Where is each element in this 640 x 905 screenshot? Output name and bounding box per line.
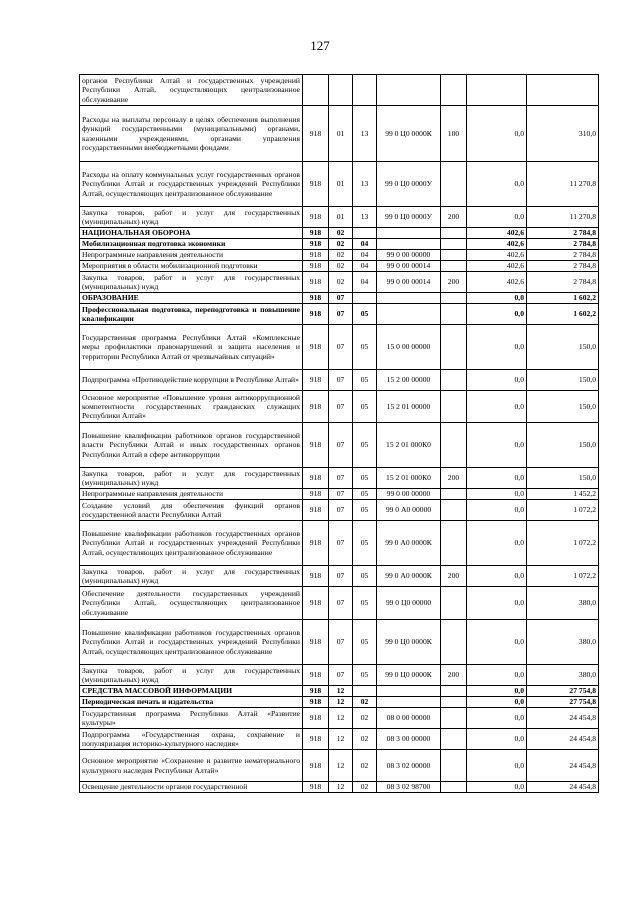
target-article-cell: 99 0 Ц0 0000К [377,106,441,162]
section-code-cell: 12 [329,708,353,729]
expense-type-cell [441,686,467,697]
row-name-cell: Расходы на выплаты персоналу в целях обеспечения выполнения функций государственными (муниципальными) органами, казенными учреждениями, органами управления государственными внебюджетными фондами [80,106,303,162]
expense-type-cell [441,587,467,620]
target-article-cell: 99 0 00 00014 [377,272,441,293]
section-code-cell: 07 [329,423,353,468]
section-code-cell: 07 [329,325,353,370]
ministry-code-cell: 918 [303,370,329,391]
ministry-code-cell [303,75,329,106]
subsection-code-cell: 04 [353,261,377,272]
expense-type-cell [441,325,467,370]
target-article-cell: 08 3 02 98700 [377,782,441,793]
table-row [80,304,599,325]
target-article-cell: 99 0 Ц0 0000У [377,207,441,228]
expense-type-cell: 200 [441,468,467,489]
subsection-code-cell [353,75,377,106]
table-row [80,686,599,697]
row-name-cell: ОБРАЗОВАНИЕ [80,293,303,304]
amount-1-cell: 0,0 [467,468,527,489]
table-row [80,228,599,239]
target-article-cell: 15 0 00 00000 [377,325,441,370]
expense-type-cell [441,250,467,261]
target-article-cell [377,75,441,106]
amount-2-cell: 150,0 [527,370,599,391]
ministry-code-cell: 918 [303,250,329,261]
expense-type-cell [441,708,467,729]
amount-2-cell: 24 454,8 [527,708,599,729]
expense-type-cell [441,620,467,665]
amount-1-cell: 0,0 [467,729,527,750]
table-row [80,207,599,228]
amount-1-cell: 402,6 [467,228,527,239]
target-article-cell: 08 3 02 00000 [377,750,441,782]
expense-type-cell [441,697,467,708]
target-article-cell: 99 0 А0 00000 [377,500,441,521]
row-name-cell: Основное мероприятие «Повышение уровня антикоррупционной компетентности государственных гражданских служащих Республики Алтай» [80,391,303,423]
target-article-cell [377,697,441,708]
table-row [80,708,599,729]
row-name-cell: Повышение квалификации работников государственных органов Республики Алтай и государственных учреждений Республики Алтай, осуществляющих централизованное обслуживание [80,620,303,665]
target-article-cell: 99 0 Ц0 0000К [377,620,441,665]
row-name-cell: Непрограммные направления деятельности [80,489,303,500]
amount-2-cell: 2 784,8 [527,261,599,272]
row-name-cell: Закупка товаров, работ и услуг для государственных (муниципальных) нужд [80,665,303,686]
target-article-cell: 99 0 00 00000 [377,489,441,500]
row-name-cell: Непрограммные направления деятельности [80,250,303,261]
target-article-cell: 15 2 01 00000 [377,391,441,423]
subsection-code-cell: 05 [353,423,377,468]
table-row [80,239,599,250]
ministry-code-cell: 918 [303,782,329,793]
section-code-cell: 07 [329,489,353,500]
amount-1-cell [467,75,527,106]
amount-2-cell: 24 454,8 [527,750,599,782]
expense-type-cell [441,489,467,500]
amount-2-cell: 1 072,2 [527,521,599,566]
row-name-cell: Повышение квалификации работников органов государственной власти Республики Алтай и иных государственных органов Республики Алтай в сфере антикоррупции [80,423,303,468]
subsection-code-cell: 04 [353,239,377,250]
table-row [80,500,599,521]
expense-type-cell [441,293,467,304]
subsection-code-cell: 05 [353,521,377,566]
expense-type-cell [441,228,467,239]
section-code-cell: 07 [329,665,353,686]
target-article-cell: 99 0 00 00000 [377,250,441,261]
subsection-code-cell: 02 [353,708,377,729]
table-row [80,250,599,261]
subsection-code-cell [353,686,377,697]
expense-type-cell [441,729,467,750]
section-code-cell: 07 [329,304,353,325]
section-code-cell [329,75,353,106]
amount-2-cell: 310,0 [527,106,599,162]
section-code-cell: 12 [329,686,353,697]
subsection-code-cell: 05 [353,489,377,500]
subsection-code-cell: 02 [353,729,377,750]
ministry-code-cell: 918 [303,272,329,293]
expense-type-cell [441,239,467,250]
amount-2-cell: 24 454,8 [527,729,599,750]
ministry-code-cell: 918 [303,304,329,325]
page-number: 127 [310,38,330,53]
subsection-code-cell: 05 [353,500,377,521]
amount-1-cell: 402,6 [467,261,527,272]
ministry-code-cell: 918 [303,620,329,665]
target-article-cell: 99 0 А0 0000К [377,521,441,566]
section-code-cell: 02 [329,272,353,293]
section-code-cell: 01 [329,207,353,228]
subsection-code-cell: 02 [353,782,377,793]
section-code-cell: 07 [329,566,353,587]
row-name-cell: Закупка товаров, работ и услуг для государственных (муниципальных) нужд [80,566,303,587]
amount-2-cell: 2 784,8 [527,239,599,250]
ministry-code-cell: 918 [303,228,329,239]
table-row [80,293,599,304]
subsection-code-cell: 05 [353,370,377,391]
amount-2-cell: 1 072,2 [527,500,599,521]
table-row [80,162,599,207]
amount-2-cell: 380,0 [527,620,599,665]
ministry-code-cell: 918 [303,686,329,697]
subsection-code-cell: 05 [353,665,377,686]
amount-1-cell: 0,0 [467,489,527,500]
amount-2-cell: 2 784,8 [527,272,599,293]
table-row [80,370,599,391]
ministry-code-cell: 918 [303,162,329,207]
amount-1-cell: 402,6 [467,272,527,293]
row-name-cell: Государственная программа Республики Алтай «Комплексные меры профилактики правонарушений и защита населения и территории Республики Алтай от чрезвычайных ситуаций» [80,325,303,370]
amount-2-cell: 1 602,2 [527,304,599,325]
subsection-code-cell: 04 [353,250,377,261]
section-code-cell: 02 [329,250,353,261]
ministry-code-cell: 918 [303,708,329,729]
row-name-cell: СРЕДСТВА МАССОВОЙ ИНФОРМАЦИИ [80,686,303,697]
amount-1-cell: 0,0 [467,500,527,521]
amount-1-cell: 402,6 [467,250,527,261]
section-code-cell: 01 [329,106,353,162]
amount-1-cell: 0,0 [467,370,527,391]
table-row [80,782,599,793]
amount-2-cell: 150,0 [527,423,599,468]
ministry-code-cell: 918 [303,207,329,228]
ministry-code-cell: 918 [303,261,329,272]
ministry-code-cell: 918 [303,521,329,566]
expense-type-cell [441,261,467,272]
row-name-cell: Повышение квалификации работников государственных органов Республики Алтай и государственных учреждений Республики Алтай, осуществляющих централизованное обслуживание [80,521,303,566]
row-name-cell: Обеспечение деятельности государственных учреждений Республики Алтай, осуществляющих централизованное обслуживание [80,587,303,620]
row-name-cell: Государственная программа Республики Алтай «Развитие культуры» [80,708,303,729]
target-article-cell: 99 0 Ц0 0000У [377,162,441,207]
section-code-cell: 02 [329,261,353,272]
section-code-cell: 12 [329,697,353,708]
section-code-cell: 07 [329,293,353,304]
ministry-code-cell: 918 [303,468,329,489]
target-article-cell: 99 0 Ц0 0000К [377,665,441,686]
amount-1-cell: 0,0 [467,423,527,468]
ministry-code-cell: 918 [303,325,329,370]
amount-1-cell: 0,0 [467,391,527,423]
ministry-code-cell: 918 [303,106,329,162]
subsection-code-cell: 05 [353,587,377,620]
table-row [80,325,599,370]
table-row [80,697,599,708]
amount-1-cell: 0,0 [467,587,527,620]
expense-type-cell [441,423,467,468]
section-code-cell: 12 [329,729,353,750]
target-article-cell [377,293,441,304]
amount-2-cell: 150,0 [527,468,599,489]
ministry-code-cell: 918 [303,423,329,468]
amount-1-cell: 0,0 [467,686,527,697]
expense-type-cell [441,782,467,793]
table-row [80,521,599,566]
section-code-cell: 12 [329,750,353,782]
amount-1-cell: 0,0 [467,782,527,793]
amount-1-cell: 0,0 [467,325,527,370]
ministry-code-cell: 918 [303,500,329,521]
row-name-cell: Мероприятия в области мобилизационной подготовки [80,261,303,272]
expense-type-cell [441,75,467,106]
amount-2-cell: 2 784,8 [527,250,599,261]
table-row [80,665,599,686]
row-name-cell: Закупка товаров, работ и услуг для государственных (муниципальных) нужд [80,468,303,489]
expense-type-cell [441,521,467,566]
ministry-code-cell: 918 [303,697,329,708]
expense-type-cell: 100 [441,106,467,162]
subsection-code-cell: 05 [353,620,377,665]
amount-2-cell: 2 784,8 [527,228,599,239]
row-name-cell: Подпрограмма «Государственная охрана, сохранение и популяризация историко-культурного наследия» [80,729,303,750]
target-article-cell [377,239,441,250]
amount-1-cell: 0,0 [467,697,527,708]
amount-2-cell: 150,0 [527,325,599,370]
table-row [80,750,599,782]
row-name-cell: Освещение деятельности органов государственной [80,782,303,793]
section-code-cell: 07 [329,620,353,665]
expense-type-cell: 200 [441,272,467,293]
ministry-code-cell: 918 [303,239,329,250]
section-code-cell: 07 [329,521,353,566]
subsection-code-cell: 02 [353,750,377,782]
amount-2-cell: 11 270,8 [527,207,599,228]
amount-2-cell: 380,0 [527,665,599,686]
target-article-cell [377,228,441,239]
section-code-cell: 02 [329,228,353,239]
amount-2-cell: 24 454,8 [527,782,599,793]
amount-1-cell: 0,0 [467,162,527,207]
section-code-cell: 07 [329,500,353,521]
subsection-code-cell: 05 [353,391,377,423]
table-row [80,468,599,489]
subsection-code-cell: 05 [353,325,377,370]
subsection-code-cell [353,228,377,239]
ministry-code-cell: 918 [303,566,329,587]
amount-2-cell: 1 602,2 [527,293,599,304]
target-article-cell: 08 3 00 00000 [377,729,441,750]
amount-2-cell: 27 754,8 [527,697,599,708]
section-code-cell: 07 [329,468,353,489]
row-name-cell: Периодическая печать и издательства [80,697,303,708]
amount-1-cell: 402,6 [467,239,527,250]
expense-type-cell [441,162,467,207]
subsection-code-cell: 02 [353,697,377,708]
subsection-code-cell: 05 [353,304,377,325]
section-code-cell: 02 [329,239,353,250]
row-name-cell: Мобилизационная подготовка экономики [80,239,303,250]
subsection-code-cell: 04 [353,272,377,293]
amount-2-cell: 150,0 [527,391,599,423]
target-article-cell: 15 2 01 000К0 [377,423,441,468]
ministry-code-cell: 918 [303,293,329,304]
table-row [80,423,599,468]
amount-1-cell: 0,0 [467,620,527,665]
target-article-cell [377,304,441,325]
amount-1-cell: 0,0 [467,521,527,566]
amount-1-cell: 0,0 [467,207,527,228]
table-row [80,391,599,423]
expense-type-cell [441,750,467,782]
amount-2-cell: 27 754,8 [527,686,599,697]
amount-1-cell: 0,0 [467,304,527,325]
section-code-cell: 07 [329,587,353,620]
amount-1-cell: 0,0 [467,750,527,782]
subsection-code-cell: 13 [353,162,377,207]
amount-1-cell: 0,0 [467,566,527,587]
subsection-code-cell [353,293,377,304]
target-article-cell: 99 0 00 00014 [377,261,441,272]
target-article-cell: 15 2 00 00000 [377,370,441,391]
row-name-cell: Создание условий для обеспечения функций органов государственной власти Республики Алтай [80,500,303,521]
table-row [80,566,599,587]
ministry-code-cell: 918 [303,489,329,500]
row-name-cell: органов Республики Алтай и государственных учреждений Республики Алтай, осуществляющих централизованное обслуживание [80,75,303,106]
ministry-code-cell: 918 [303,750,329,782]
ministry-code-cell: 918 [303,665,329,686]
subsection-code-cell: 05 [353,566,377,587]
target-article-cell: 99 0 Ц0 00000 [377,587,441,620]
row-name-cell: Закупка товаров, работ и услуг для государственных (муниципальных) нужд [80,272,303,293]
table-row [80,620,599,665]
amount-1-cell: 0,0 [467,293,527,304]
section-code-cell: 12 [329,782,353,793]
amount-2-cell: 11 270,8 [527,162,599,207]
row-name-cell: НАЦИОНАЛЬНАЯ ОБОРОНА [80,228,303,239]
table-row [80,106,599,162]
expense-type-cell [441,391,467,423]
row-name-cell: Расходы на оплату коммунальных услуг государственных органов Республики Алтай и государственных учреждений Республики Алтай, осуществляющих централизованное обслуживание [80,162,303,207]
row-name-cell: Профессиональная подготовка, переподготовка и повышение квалификации [80,304,303,325]
table-row [80,272,599,293]
table-row [80,261,599,272]
amount-2-cell: 1 072,2 [527,566,599,587]
row-name-cell: Подпрограмма «Противодействие коррупции в Республике Алтай» [80,370,303,391]
table-row [80,729,599,750]
budget-table [79,74,599,793]
amount-2-cell [527,75,599,106]
row-name-cell: Закупка товаров, работ и услуг для государственных (муниципальных) нужд [80,207,303,228]
expense-type-cell [441,370,467,391]
target-article-cell: 99 0 А0 0000К [377,566,441,587]
target-article-cell: 15 2 01 000К0 [377,468,441,489]
subsection-code-cell: 13 [353,207,377,228]
amount-2-cell: 1 452,2 [527,489,599,500]
amount-1-cell: 0,0 [467,665,527,686]
target-article-cell: 08 0 00 00000 [377,708,441,729]
table-row [80,489,599,500]
expense-type-cell: 200 [441,566,467,587]
expense-type-cell [441,500,467,521]
section-code-cell: 07 [329,391,353,423]
expense-type-cell: 200 [441,665,467,686]
expense-type-cell [441,304,467,325]
table-row [80,75,599,106]
ministry-code-cell: 918 [303,391,329,423]
amount-2-cell: 380,0 [527,587,599,620]
expense-type-cell: 200 [441,207,467,228]
subsection-code-cell: 05 [353,468,377,489]
section-code-cell: 07 [329,370,353,391]
target-article-cell [377,686,441,697]
subsection-code-cell: 13 [353,106,377,162]
ministry-code-cell: 918 [303,587,329,620]
section-code-cell: 01 [329,162,353,207]
amount-1-cell: 0,0 [467,708,527,729]
table-row [80,587,599,620]
amount-1-cell: 0,0 [467,106,527,162]
ministry-code-cell: 918 [303,729,329,750]
row-name-cell: Основное мероприятие «Сохранение и развитие нематериального культурного наследия Республики Алтай» [80,750,303,782]
